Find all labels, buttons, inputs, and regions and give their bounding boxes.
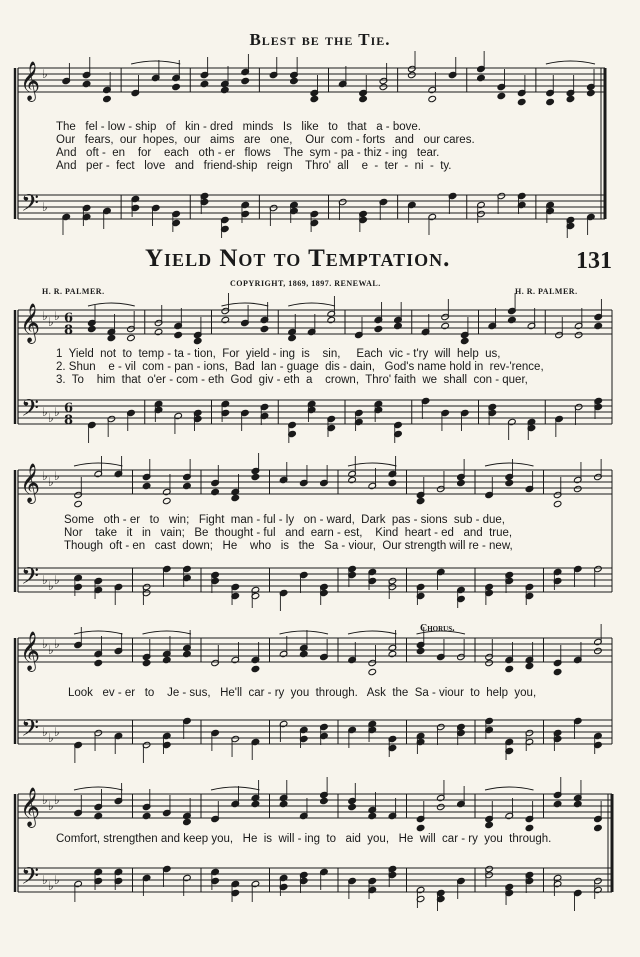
note-head	[260, 325, 269, 332]
note-head	[94, 659, 103, 666]
note-head	[508, 316, 517, 323]
hymn2-verse-1-line-1: 1 Yield not to temp - ta - tion, For yield - ing is sin, Each vic - t'ry will help us,	[56, 348, 501, 360]
note-head	[374, 325, 383, 332]
note-head	[368, 812, 377, 819]
note-head	[457, 479, 466, 486]
copyright-note: COPYRIGHT, 1869, 1897. RENEWAL.	[230, 279, 381, 288]
slur	[131, 61, 180, 64]
time-signature-top: 6	[64, 311, 74, 326]
note-head	[416, 497, 425, 504]
treble-clef: 𝄞	[20, 787, 41, 827]
hymn-title-blest-be-the-tie: Blest be the Tie.	[249, 30, 391, 49]
time-signature-bottom: 8	[64, 323, 74, 338]
hymn1-verse-2: Our fears, our hopes, our aims are one, Our com - forts and our cares.	[56, 134, 475, 146]
flat-sign: ♭	[42, 469, 48, 483]
note-head	[428, 95, 437, 102]
flat-sign: ♭	[54, 405, 60, 419]
slur	[288, 303, 335, 306]
note-head	[94, 812, 103, 819]
note-head	[103, 95, 112, 102]
note-head	[587, 89, 596, 96]
flat-sign: ♭	[48, 643, 54, 657]
note-head	[193, 337, 202, 344]
note-head	[310, 95, 319, 102]
note-head	[359, 95, 368, 102]
note-head	[485, 821, 494, 828]
flat-sign: ♭	[48, 799, 54, 813]
note-head	[241, 77, 250, 84]
note-head	[416, 824, 425, 831]
hymn2-chorus-line-2: Comfort, strengthen and keep you, He is will - ing to aid you, He will car - ry you through.	[56, 833, 552, 845]
note-head	[142, 482, 151, 489]
note-head	[251, 800, 260, 807]
note-head	[388, 650, 397, 657]
note-head	[441, 322, 450, 329]
slur	[74, 463, 123, 466]
note-head	[183, 482, 192, 489]
bass-clef: 𝄢	[21, 714, 40, 747]
flat-sign: ♭	[42, 725, 48, 739]
note-head	[477, 74, 486, 81]
note-head	[88, 325, 97, 332]
note-head	[553, 800, 562, 807]
note-head	[221, 316, 230, 323]
flat-sign: ♭	[42, 637, 48, 651]
slur	[485, 463, 534, 466]
flat-sign: ♭	[42, 200, 48, 214]
note-head	[288, 334, 297, 341]
hymn2-verse-2-line-2: Nor take it in vain; Be thought - ful and earn - est, Kind heart - ed and true,	[64, 527, 513, 539]
hymn2-chorus-line-1: Look ev - er to Je - sus, He'll car - ry you through. Ask the Sa - viour to help you,	[68, 687, 537, 699]
flat-sign: ♭	[48, 315, 54, 329]
treble-clef: 𝄞	[20, 631, 41, 671]
slur	[74, 787, 123, 790]
slur	[143, 631, 192, 634]
note-head	[127, 334, 136, 341]
note-head	[251, 473, 260, 480]
hymn1-verse-4: And per - fect love and friend-ship reign Thro' all e - ter - ni - ty.	[56, 160, 452, 172]
slur	[485, 787, 534, 790]
slur	[280, 631, 329, 634]
composer-left: H. R. PALMER.	[42, 287, 105, 296]
slur	[348, 631, 397, 634]
flat-sign: ♭	[54, 793, 60, 807]
note-head	[408, 71, 417, 78]
bass-clef: 𝄢	[21, 562, 40, 595]
note-head	[211, 488, 220, 495]
treble-clef: 𝄞	[20, 463, 41, 503]
note-head	[299, 650, 308, 657]
flat-sign: ♭	[54, 637, 60, 651]
note-head	[517, 98, 526, 105]
note-head	[436, 803, 445, 810]
note-head	[416, 647, 425, 654]
flat-sign: ♭	[54, 469, 60, 483]
note-head	[82, 80, 91, 87]
note-head	[553, 668, 562, 675]
flat-sign: ♭	[42, 405, 48, 419]
note-head	[279, 800, 288, 807]
note-head	[553, 500, 562, 507]
note-head	[379, 83, 388, 90]
note-head	[348, 476, 357, 483]
hymn2-verse-2-line-1: 2. Shun e - vil com - pan - ions, Bad lan - guage dis - dain, God's name hold in rev-'rence,	[56, 361, 544, 373]
bass-clef: 𝄢	[21, 394, 40, 427]
note-head	[525, 662, 534, 669]
flat-sign: ♭	[48, 879, 54, 893]
flat-sign: ♭	[48, 411, 54, 425]
flat-sign: ♭	[54, 573, 60, 587]
note-head	[174, 331, 183, 338]
composer-right: H. R. PALMER.	[515, 287, 578, 296]
time-signature-bottom: 8	[64, 413, 74, 428]
note-head	[320, 797, 329, 804]
note-head	[154, 328, 163, 335]
note-head	[394, 322, 403, 329]
note-head	[162, 497, 171, 504]
note-head	[142, 812, 151, 819]
hymn2-verse-3-line-1: 3. To him that o'er - com - eth God giv - eth a crown, Thro' faith we shall con - quer,	[56, 374, 528, 386]
slur	[211, 787, 260, 790]
hymn-title-yield-not: Yield Not to Temptation.	[145, 245, 451, 272]
note-head	[546, 98, 555, 105]
hymn1-verse-3: And oft - en for each oth - er flows The sym - pa - thiz - ing tear.	[56, 147, 440, 159]
note-head	[388, 479, 397, 486]
note-head	[497, 92, 506, 99]
flat-sign: ♭	[54, 309, 60, 323]
note-head	[183, 650, 192, 657]
bass-clef: 𝄢	[21, 862, 40, 895]
note-head	[368, 668, 377, 675]
note-head	[485, 659, 494, 666]
note-head	[594, 322, 603, 329]
note-head	[594, 824, 603, 831]
hymn2-verse-3-line-2: Though oft - en cast down; He who is the Sa - viour, Our strength will re - new,	[64, 540, 513, 552]
note-head	[525, 824, 534, 831]
flat-sign: ♭	[42, 793, 48, 807]
note-head	[183, 818, 192, 825]
flat-sign: ♭	[48, 579, 54, 593]
note-head	[172, 83, 181, 90]
slur	[546, 61, 595, 64]
note-head	[566, 95, 575, 102]
hymn-number: 131	[576, 248, 612, 274]
note-head	[348, 803, 357, 810]
hymn2-verse-1-line-2: Some oth - er to win; Fight man - ful - ly on - ward, Dark pas - sions sub - due,	[64, 514, 505, 526]
note-head	[290, 77, 299, 84]
note-head	[251, 665, 260, 672]
note-head	[505, 665, 514, 672]
bass-clef: 𝄢	[21, 189, 40, 222]
note-head	[162, 656, 171, 663]
flat-sign: ♭	[42, 309, 48, 323]
flat-sign: ♭	[54, 873, 60, 887]
chorus-label: Chorus.	[420, 623, 455, 634]
note-head	[231, 494, 240, 501]
note-head	[74, 500, 83, 507]
note-head	[594, 647, 603, 654]
flat-sign: ♭	[48, 731, 54, 745]
note-head	[200, 80, 209, 87]
note-head	[107, 334, 116, 341]
note-head	[221, 86, 230, 93]
flat-sign: ♭	[42, 67, 48, 81]
flat-sign: ♭	[42, 573, 48, 587]
treble-clef: 𝄞	[20, 61, 41, 101]
flat-sign: ♭	[48, 475, 54, 489]
note-head	[573, 485, 582, 492]
note-head	[460, 337, 469, 344]
note-head	[327, 316, 336, 323]
flat-sign: ♭	[54, 725, 60, 739]
flat-sign: ♭	[42, 873, 48, 887]
hymn1-verse-1: The fel - low - ship of kin - dred minds Is like to that a - bove.	[56, 121, 421, 133]
note-head	[505, 479, 514, 486]
note-head	[574, 331, 583, 338]
note-head	[573, 800, 582, 807]
note-head	[142, 659, 151, 666]
treble-clef: 𝄞	[20, 303, 41, 343]
time-signature-top: 6	[64, 401, 74, 416]
